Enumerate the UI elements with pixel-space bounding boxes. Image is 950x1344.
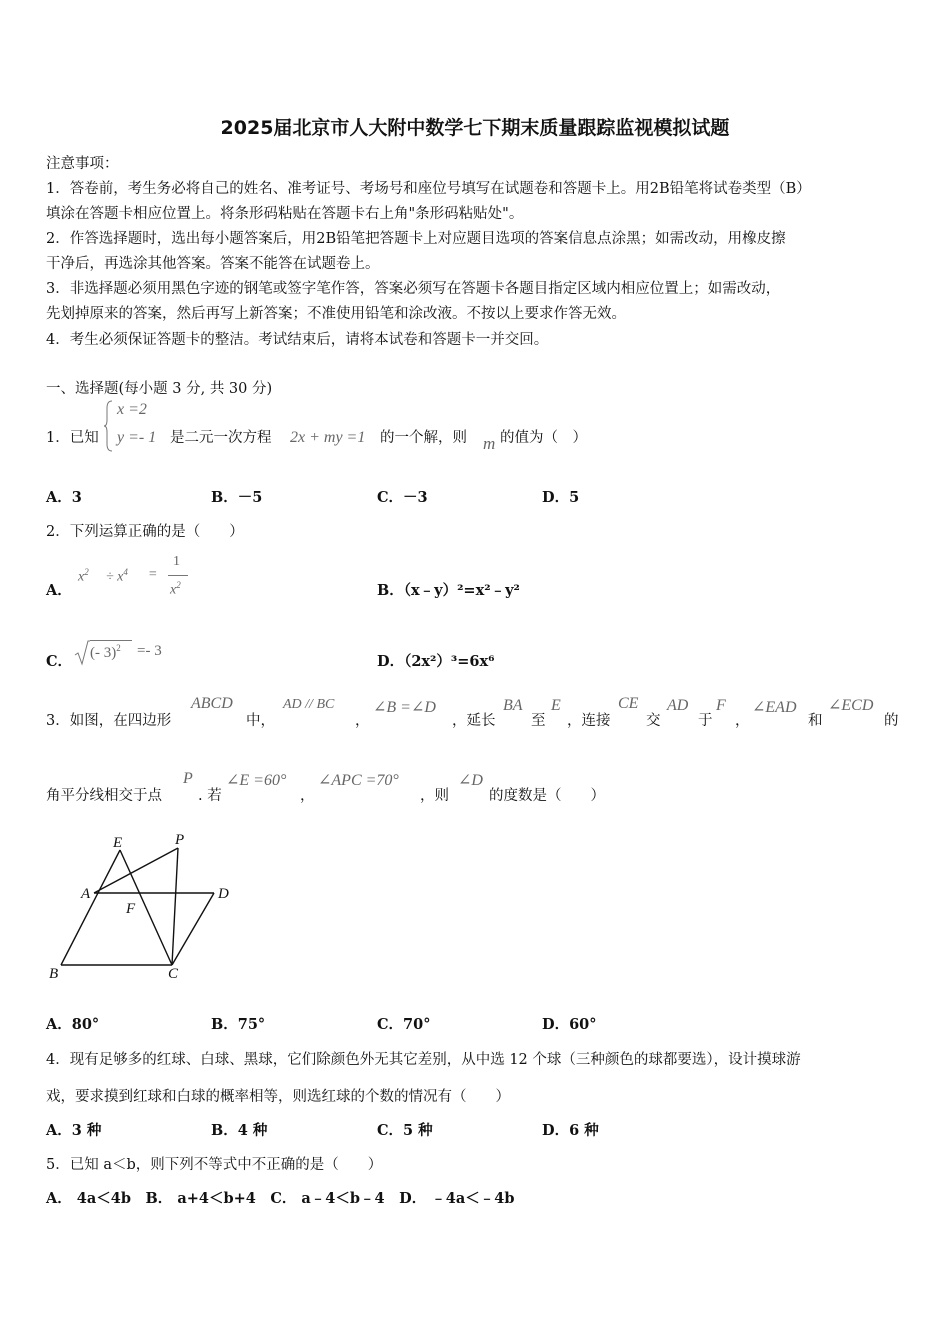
q3-option-b: B．75° <box>211 1016 266 1033</box>
q1-option-b: B．－5 <box>211 489 263 506</box>
q3-text-8: 于 <box>698 713 713 729</box>
q3-text-3: ， <box>355 713 370 729</box>
q3-text-1: 3．如图，在四边形 <box>46 713 172 729</box>
q4-option-d: D．6 种 <box>542 1122 599 1139</box>
q1-text-3: 的值为（ ） <box>500 430 587 446</box>
q3-text-16: 的度数是（ ） <box>489 788 605 804</box>
q4-option-c: C．5 种 <box>377 1122 433 1139</box>
q2-a-denominator: $x^2$ <box>170 580 181 598</box>
q2-c-radicand: (- 3)$^2$ <box>90 643 121 661</box>
q1-system-line-1: x =2 <box>117 401 147 418</box>
q3-option-c: C．70° <box>377 1016 431 1033</box>
q3-option-a: A．80° <box>46 1016 100 1033</box>
q3-f: F <box>716 697 726 714</box>
q3-angle-d: ∠D <box>458 772 483 789</box>
q2-a-divisor: ÷ $x^4$ <box>106 567 128 585</box>
notice-line-7: 4．考生必须保证答题卡的整洁。考试结束后，请将本试卷和答题卡一并交回。 <box>46 332 549 348</box>
fraction-bar <box>168 575 188 576</box>
q2-option-b: B．（x﹣y）²=x²﹣y² <box>377 582 520 599</box>
q2-option-d: D．（2x²）³=6x⁶ <box>377 653 495 670</box>
q5-options: A． 4a＜4b B． a+4＜b+4 C． a﹣4＜b﹣4 D． ﹣4a＜﹣4b <box>46 1190 515 1207</box>
radical-bar <box>90 640 132 641</box>
q3-text-7: 交 <box>646 713 661 729</box>
q1-text-2: 的一个解，则 <box>380 430 467 446</box>
q3-text-10: 和 <box>808 713 823 729</box>
page-title: 2025届北京市人大附中数学七下期末质量跟踪监视模拟试题 <box>220 117 730 139</box>
q3-angle-ead: ∠EAD <box>752 699 797 716</box>
q3-geometry-figure <box>44 828 244 988</box>
section-heading: 一、选择题(每小题 3 分, 共 30 分) <box>46 381 273 397</box>
q3-text-9: ， <box>735 713 750 729</box>
q4-line-1: 4．现有足够多的红球、白球、黑球，它们除颜色外无其它差别，从中选 12 个球（三种颜色的球都要选），设计摸球游 <box>46 1052 801 1068</box>
notice-line-5: 3．非选择题必须用黑色字迹的钢笔或签字笔作答，答案必须写在答题卡各题目指定区域内相应位置上；如需改动， <box>46 281 781 297</box>
fig-label-c: C <box>168 966 179 982</box>
fig-label-f: F <box>126 901 136 917</box>
q3-text-2: 中， <box>246 713 275 729</box>
q3-p: P <box>183 770 193 787</box>
q3-text-13: . 若 <box>198 788 222 804</box>
q3-angle-equal: ∠B =∠D <box>373 699 436 716</box>
q5-stem: 5．已知 a＜b，则下列不等式中不正确的是（ ） <box>46 1157 383 1173</box>
q3-text-4: ，延长 <box>452 713 496 729</box>
q3-option-d: D．60° <box>542 1016 597 1033</box>
q3-text-6: ，连接 <box>567 713 611 729</box>
fig-label-e: E <box>113 835 123 851</box>
q3-text-11: 的 <box>884 713 899 729</box>
q1-option-c: C．－3 <box>377 489 428 506</box>
q3-angle-apc: ∠APC =70° <box>318 772 399 789</box>
notice-line-2: 填涂在答题卡相应位置上。将条形码粘贴在答题卡右上角"条形码粘贴处"。 <box>46 206 524 222</box>
q1-option-d: D．5 <box>542 489 580 506</box>
q3-text-14: ， <box>300 788 315 804</box>
q3-parallel: AD // BC <box>283 697 335 712</box>
q2-a-lhs: $x^2$ <box>78 567 89 585</box>
q3-angle-ecd: ∠ECD <box>828 697 874 714</box>
q3-e: E <box>551 697 561 714</box>
q4-option-b: B．4 种 <box>211 1122 268 1139</box>
fig-label-b: B <box>49 966 59 982</box>
q1-text-1: 是二元一次方程 <box>170 430 272 446</box>
fig-label-a: A <box>81 886 91 902</box>
q3-text-15: ，则 <box>420 788 449 804</box>
q3-angle-e: ∠E =60° <box>226 772 287 789</box>
q2-stem: 2．下列运算正确的是（ ） <box>46 524 244 540</box>
q2-a-equals: = <box>148 567 158 582</box>
fig-label-d: D <box>218 886 229 902</box>
q2-c-result: =- 3 <box>137 643 162 659</box>
radical-sign-icon <box>74 640 90 666</box>
q1-system-line-2: y =- 1 <box>117 429 157 446</box>
fig-label-p: P <box>175 832 185 848</box>
q3-abcd: ABCD <box>191 695 233 712</box>
left-brace-icon <box>104 400 114 452</box>
q4-line-2: 戏，要求摸到红球和白球的概率相等，则选红球的个数的情况有（ ） <box>46 1089 510 1105</box>
q3-ce: CE <box>618 695 639 712</box>
notice-heading: 注意事项： <box>46 156 119 172</box>
q3-text-12: 角平分线相交于点 <box>46 788 162 804</box>
q1-variable-m: m <box>483 434 496 453</box>
q2-a-numerator: 1 <box>173 554 180 569</box>
q1-number: 1．已知 <box>46 430 99 446</box>
q3-text-5: 至 <box>531 713 546 729</box>
q2-option-c-label: C． <box>46 653 73 670</box>
notice-line-3: 2．作答选择题时，选出每小题答案后，用2B铅笔把答题卡上对应题目选项的答案信息点涂黑；如需改动，用橡皮擦 <box>46 231 786 247</box>
notice-line-1: 1．答卷前，考生务必将自己的姓名、准考证号、考场号和座位号填写在试题卷和答题卡上。用2B铅笔将试卷类型（B） <box>46 181 811 197</box>
notice-line-6: 先划掉原来的答案，然后再写上新答案；不准使用铅笔和涂改液。不按以上要求作答无效。 <box>46 306 626 322</box>
q3-ba: BA <box>503 697 523 714</box>
q3-ad: AD <box>667 697 689 714</box>
q4-option-a: A．3 种 <box>46 1122 102 1139</box>
q1-equation: 2x + my =1 <box>290 429 366 446</box>
q2-option-a-label: A． <box>46 582 72 599</box>
notice-line-4: 干净后，再选涂其他答案。答案不能答在试题卷上。 <box>46 256 380 272</box>
q1-option-a: A．3 <box>46 489 82 506</box>
